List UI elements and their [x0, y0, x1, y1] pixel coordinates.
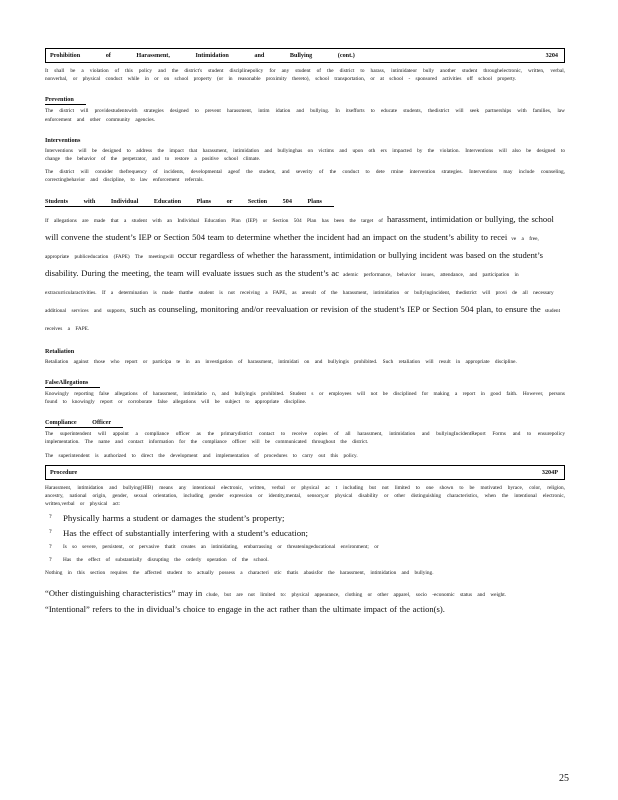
retaliation-heading: Retaliation	[45, 347, 75, 355]
intro-paragraph: It shall be a violation of this policy and the district's student disciplinepolicy for any student of the district to harass, intimidateor bully another student throughelectronic, written, verbal, nonverbal, or physical conduct while in or on school property (or in reasonable proximity thereto), school transportation, or at school - sponsored activities off school property.	[45, 68, 565, 83]
interventions-heading: Interventions	[45, 136, 81, 144]
interventions-paragraph-1: Interventions will be designed to address the impact that harassment, intimidation and bullyinghas on victims and upon oth ers impacted by the violation. Interventions will also be designed to change the behavior of the perpetrator, and to restore a positive school climate.	[45, 147, 565, 163]
document-page	[45, 48, 565, 620]
bullet-mark: ?	[49, 544, 52, 551]
iep-text-g: student receives a FAPE.	[45, 307, 561, 332]
hib-definition-paragraph: Harassment, intimidation and bullying(HIB) means any intentional electronic, written, verbal or physical ac t including but not limited to one shown to be motivated byrace, color, religion, ancestry, national origin, gender, sexual orientation, including gender expression or identity,mental, sensory,or physical disability or other distinguishing characteristics, when the intentional electronic, written,verbal or physical act:	[45, 484, 565, 508]
section-header-title: Prohibition of Harassment, Intimidation and Bullying (cont.)	[50, 52, 355, 59]
prevention-paragraph: The district will providestudentswith strategies designed to prevent harassment, intim idation and bullying. In itsefforts to educate students, thedistrict will seek partnerships with families, law enforcement and other community agencies.	[45, 108, 565, 123]
iep-text-c: ve a free, appropriate publiceducation (FAPE) The meetingwill	[45, 235, 539, 260]
bullet-mark: ?	[49, 557, 52, 564]
bullet-text: Has the effect of substantially interfering with a student’s education;	[63, 528, 308, 539]
iep-text-f: such as counseling, monitoring and/or reevaluation or revision of the student’s IEP or Section 504 plan, to ensure the	[130, 303, 541, 314]
procedure-header-number: 3204P	[541, 468, 558, 476]
iep-text-e: ademic performance, behavior issues, attendance, and participation in extracurricularactivities. If a determination is made thatthe student is not receiving a FAPE, as aresult of the harassment, intimidation or bullyingincident, thedistrict will provi de all necessary additional services and supports,	[45, 271, 554, 314]
list-item	[45, 543, 565, 552]
other-text-b: clude, but are not limited to: physical appearance, clothing or other apparel, socio -economic status and weight.	[206, 591, 507, 598]
section-header-number: 3204	[545, 52, 558, 59]
retaliation-paragraph: Retaliation against those who report or participa te in an investigation of harassment, intimidati on and bullyingis prohibited. Such retaliation will result in appropriate discipline.	[45, 358, 517, 365]
bullet-text: Is so severe, persistent, or pervasive thatit creates an intimidating, embarrassing or threateningeducational environment; or	[63, 544, 379, 551]
nothing-paragraph: Nothing in this section requires the affected student to actually possess a characteri stic thatis abasisfor the harassment, intimidation and bullying.	[45, 570, 434, 577]
compliance-paragraph-2: The superintendent is authorized to direct the development and implementation of procedures to carry out this policy.	[45, 452, 358, 459]
iep-heading: Students with Individual Education Plans or Section 504 Plans	[45, 197, 334, 207]
compliance-paragraph-1: The superintendent will appoint a compliance officer as the primarydistrict contact to receive copies of all harassment, intimidation and bullyingIncidentReport Forms and to ensurepolicy implementation. The name and contact information for the compliance officer will be communicated throughout the district.	[45, 431, 565, 446]
prevention-heading: Prevention	[45, 95, 86, 105]
list-item	[45, 528, 565, 539]
procedure-header-title: Procedure	[50, 468, 78, 476]
section-header	[45, 48, 565, 63]
other-text-a: “Other distinguishing characteristics” may in	[45, 587, 203, 598]
page-number: 25	[559, 773, 569, 784]
bullet-mark: ?	[49, 529, 52, 536]
iep-text-b: harassment, intimidation or bullying, the school will convene the student’s IEP or Section 504 team to determine whether the incident had an impact on the student’s ability to recei	[45, 213, 554, 242]
interventions-paragraph-2: The district will consider thefrequency of incidents, developmental ageof the student, and severity of the conduct to dete rmine intervention strategies. Interventions may include counseling, correctingbehavior and discipline, to law enforcement referrals.	[45, 169, 565, 184]
false-allegations-paragraph: Knowingly reporting false allegations of harassment, intimidatio n, and bullyingis prohibited. Student s or employees will not be disciplined for making a report in good faith. However, persons found to knowingly report or corroborate false allegations will be subject to appropriate discipline.	[45, 390, 565, 406]
compliance-heading: Compliance Officer	[45, 418, 123, 428]
procedure-header	[45, 465, 565, 480]
list-item	[45, 556, 565, 565]
iep-paragraph	[45, 209, 565, 335]
bullet-text: Has the effect of substantially disrupting the orderly operation of the school.	[63, 557, 269, 564]
other-characteristics-paragraph	[45, 583, 565, 601]
bullet-mark: ?	[49, 514, 52, 521]
bullet-text: Physically harms a student or damages the student’s property;	[63, 513, 285, 524]
iep-text-d: occur regardless of whether the harassment, intimidation or bullying incident was based on the student’s disability. During the meeting, the team will evaluate issues such as the student’s ac	[45, 249, 544, 278]
intentional-paragraph: “Intentional” refers to the in dividual’s choice to engage in the act rather than the ultimate impact of the action(s).	[45, 603, 445, 614]
false-allegations-heading: FalseAllegations	[45, 378, 100, 388]
list-item	[45, 513, 565, 524]
iep-text-a: If allegations are made that a student with an Individual Education Plan (IEP) or Section 504 Plan has been the target of	[45, 217, 383, 224]
